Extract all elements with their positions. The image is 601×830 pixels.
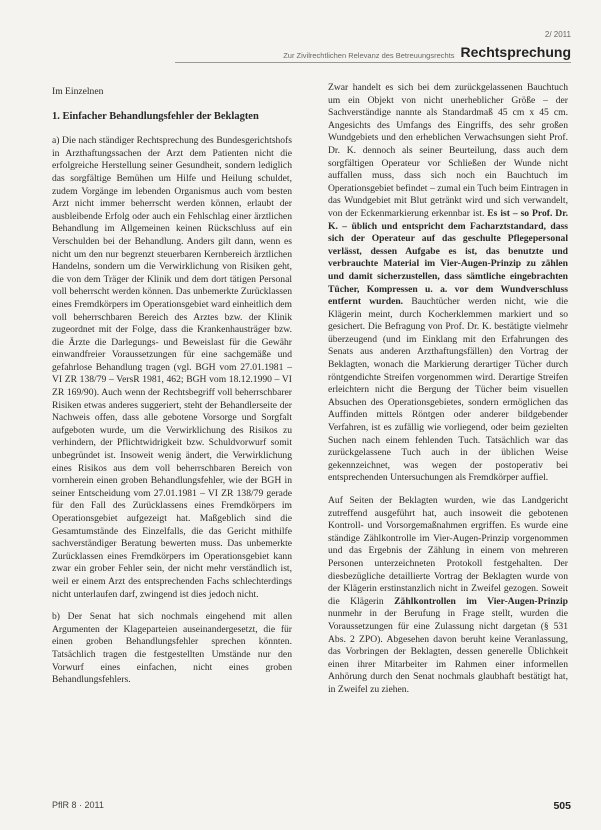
paragraph-a: a) Die nach ständiger Rechtsprechung des Bundesgerichtshofs in Arzthaftungssachen der Arzt dem Patienten nicht die erfolgreiche Herstellung seiner Gesundheit, sondern lediglich das sorgfältige Bemühen um Hilfe und Heilung schuldet, zudem Vorgänge im lebenden Organismus auch vom besten Arzt nicht immer beherrscht werden können, erlaubt der ausbleibende Erfolg oder auch ein Fehlschlag einer ärztlichen Behandlung im Allgemeinen keinen Rückschluss auf ein Verschulden bei der Behandlung. Anders gilt dann, wenn es nicht um den nur begrenzt steuerbaren Kernbereich ärztlichen Handelns, sondern um die Verwirklichung von Risiken geht, die von dem Träger der Klinik und dem dort tätigen Personal voll beherrscht werden können. Das unbemerkte Zurücklassen eines Fremdkörpers im Operationsgebiet ward einheitlich dem voll beherrschbaren Bereich des Arztes bzw. der Klinik zugeordnet mit der Folge, dass die Krankenhausträger bzw. die Ärzte die Darlegungs- und Beweislast für die Gewähr einwandfreier Voraussetzungen für eine sachgemäße und gefahrlose Behandlung tragen (vgl. BGH vom 27.01.1981 – VI ZR 138/79 – VersR 1981, 462; BGH vom 18.12.1990 – VI ZR 169/90). Auch wenn der Rechtsbegriff voll beherrschbarer Risiken etwas anderes suggeriert, steht der Behandlerseite der Nachweis offen, dass alle gebotene Vorsorge und Sorgfalt aufgeboten wurde, um die Verwirklichung des Risikos zu verhindern, der Pflichtwidrigkeit bzw. Schuldvorwurf somit unbegründet ist. Insoweit wenig ändert, die Verwirklichung eines Risikos aus dem voll beherrschbaren Bereich von vornherein einen groben Behandlungsfehler, wie der BGH in seiner Entscheidung vom 27.01.1981 – VI ZR 138/79 gerade für den Fall des Zurücklassens eines Fremdkörpers im Operationsgebiet aufgezeigt hat. Maßgeblich sind die Gesamtumstände des Einzelfalls, die das Gericht mithilfe sachverständiger Beratung bewerten muss. Das unbemerkte Zurücklassen eines Fremdkörpers im Operationsgebiet kann zwar ein grober Fehler sein, der nicht mehr verständlich ist, weil er einem Arzt des entsprechenden Fachs schlechterdings nicht unterlaufen darf, zwingend ist dies jedoch nicht. [52, 135, 292, 600]
section-heading: 1. Einfacher Behandlungsfehler der Beklagten [52, 110, 259, 122]
paragraph-2-end: nunmehr in der Berufung in Frage stellt, wurden die Voraussetzungen für eine Zulassung nicht dargetan (§ 531 Abs. 2 ZPO). Abgesehen davon beruht keine Veranlassung, das Vorbringen der Beklagten, dessen generelle Üblichkeit einen ihrer Mitarbeiter im Rahmen einer informellen Anhörung durch den Senat nochmals glaubhaft bestätigt hat, in Zweifel zu ziehen. [328, 608, 568, 695]
left-column [52, 86, 292, 697]
paragraph-2-emphasis: Zählkontrollen im Vier-Augen-Prinzip [394, 595, 568, 607]
journal-issue: PflR 8 · 2011 [52, 800, 104, 810]
page-number: 505 [553, 800, 571, 812]
paragraph-1-emphasis: Es ist – so Prof. Dr. K. – üblich und entspricht dem Facharztstandard, dass sich der Operateur auf das geschulte Pflegepersonal verlässt, dessen Aufgabe es ist, das benutzte und verbrauchte Material im Vier-Augen-Prinzip zu zählen und damit sicherzustellen, dass sämtliche eingebrachten Tücher, Kompressen u. a. vor dem Wundverschluss entfernt wurden. [328, 207, 568, 308]
paragraph-1-start: Zwar handelt es sich bei dem zurückgelassenen Bauchtuch um ein Objekt von nicht unerheblicher Größe – der Sachverständige nannte als Standardmaß 45 cm x 45 cm. Angesichts des Umfangs des Eingriffs, des sehr großen Wundgebiets und den erheblichen Verwachsungen sieht Prof. Dr. K. dennoch als seiner Beurteilung, dass auch dem sorgfältigen Operateur vor Schließen der Wunde nicht auffallen muss, dass sich noch ein Bauchtuch im Operationsgebiet befindet – zumal ein Tuch beim Eintragen in das Wundgebiet mit Blut getränkt wird und sich verwandelt, von der Eckenmarkierung erkennbar ist. [328, 82, 568, 219]
paragraph-b: b) Der Senat hat sich nochmals eingehend mit allen Argumenten der Klageparteien auseinandergesetzt, die für einen groben Behandlungsfehler sprechen könnten. Tatsächlich tragen die festgestellten Umstände nur den Vorwurf eines einfachen, nicht eines groben Behandlungsfehlers. [52, 611, 292, 686]
paragraph-1 [328, 82, 568, 485]
header-divider [175, 62, 571, 63]
issue-folio: 2/ 2011 [544, 30, 571, 39]
section-title: Rechtsprechung [460, 44, 571, 60]
running-title: Zur Zivilrechtlichen Relevanz des Betreuungsrechts [283, 51, 455, 60]
running-header [175, 44, 571, 60]
paragraph-2-start: Auf Seiten der Beklagten wurden, wie das Landgericht zutreffend ausgeführt hat, auch insoweit die gebotenen Kontroll- und Vorsorgemaßnahmen ergriffen. Es wurde eine ständige Zählkontrolle im Vier-Augen-Prinzip vorgenommen und das Ergebnis der Zählung in einem von mehreren Personen unterzeichneten Protokoll festgehalten. Der diesbezügliche detaillierte Vortrag der Beklagten wurde von der Klägerin erstinstanzlich nicht in Zweifel gezogen. Soweit die Klägerin [328, 495, 568, 607]
paragraph-2 [328, 495, 568, 697]
intro-text: Im Einzelnen [52, 86, 104, 97]
paragraph-1-end: Bauchtücher werden nicht, wie die Klägerin meint, durch Kocherklemmen markiert und so gesichert. Die Befragung von Prof. Dr. K. bestätigte vielmehr überzeugend (und im Einklang mit den Erfahrungen des Senats aus anderen Arzthaftungsfällen) den Vortrag der Beklagten, wonach die Markierung derartiger Tücher durch röntgendichte Streifen vorgenommen wird. Derartige Streifen erleichtern nicht die Bergung der Tücher beim visuellen Absuchen des Operationsgebietes, sondern ermöglichen das Auffinden mittels Röntgen oder anderer bildgebender Verfahren, ist es zufällig wie vorliegend, oder beim gezielten Suchen nach einem fehlenden Tuch. Tatsächlich war das zurückgelassene Tuch auch in der üblichen Weise gekennzeichnet, was wegen der postoperativ bei entsprechenden Untersuchungen als Fremdkörper auffiel. [328, 296, 569, 484]
right-column [328, 82, 568, 707]
